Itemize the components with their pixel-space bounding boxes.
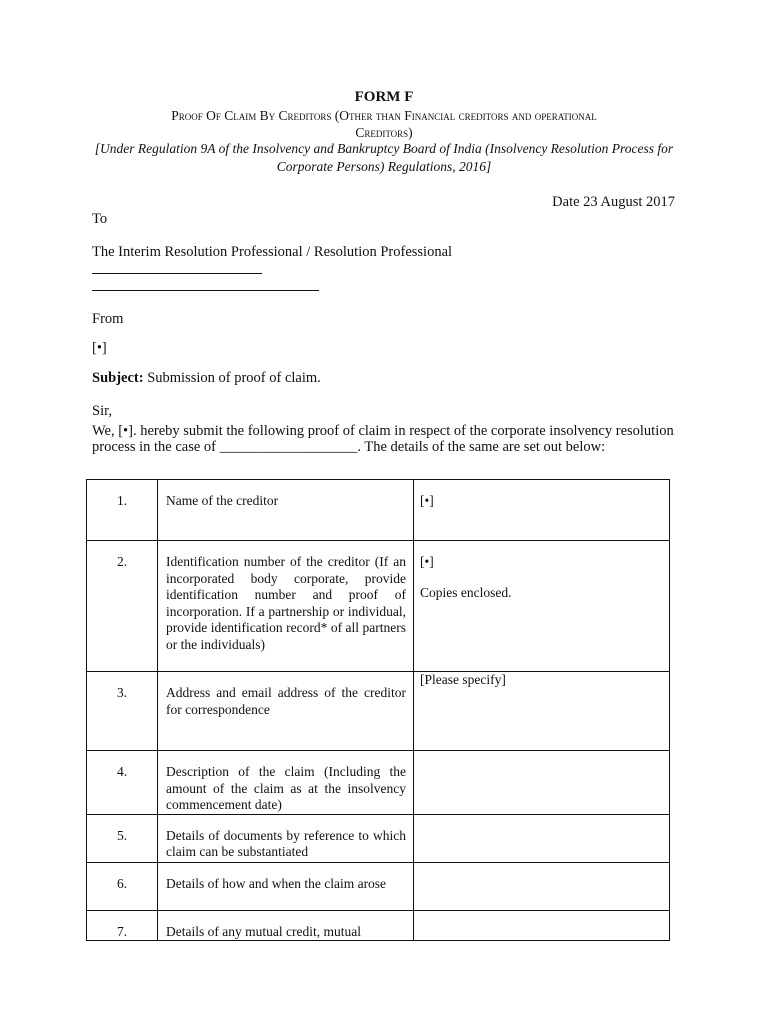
subject-label: Subject: bbox=[92, 370, 144, 386]
row-response-value: [•] bbox=[420, 493, 434, 508]
row-description: Details of any mutual credit, mutual bbox=[158, 910, 414, 941]
row-description: Details of how and when the claim arose bbox=[158, 862, 414, 910]
row-description: Description of the claim (Including the amount of the claim as at the insolvency commencement date) bbox=[158, 751, 414, 815]
form-title: FORM F bbox=[354, 89, 414, 105]
subject-line bbox=[92, 370, 321, 387]
row-number: 4. bbox=[87, 751, 158, 815]
table-row bbox=[87, 672, 670, 751]
row-response bbox=[414, 480, 670, 541]
table-row bbox=[87, 862, 670, 910]
row-description: Name of the creditor bbox=[158, 480, 414, 541]
row-number: 7. bbox=[87, 910, 158, 941]
row-response bbox=[414, 672, 670, 751]
table-row bbox=[87, 480, 670, 541]
from-label: From bbox=[92, 311, 124, 327]
from-value: [•] bbox=[92, 340, 107, 356]
addressee: The Interim Resolution Professional / Resolution Professional bbox=[92, 244, 453, 260]
table-row bbox=[87, 751, 670, 815]
row-description: Address and email address of the creditor for correspondence bbox=[158, 672, 414, 751]
body-line-2: process in the case of ___________________. The details of the same are set out below: bbox=[92, 439, 606, 455]
addressee-blank-line-1 bbox=[92, 273, 262, 274]
claim-details-table bbox=[86, 479, 670, 941]
salutation: Sir, bbox=[92, 403, 112, 419]
to-label: To bbox=[92, 211, 108, 227]
subject-text: Submission of proof of claim. bbox=[143, 370, 321, 386]
row-number: 3. bbox=[87, 672, 158, 751]
row-response bbox=[414, 862, 670, 910]
table-row bbox=[87, 814, 670, 862]
row-response-value: [•] bbox=[420, 554, 434, 569]
row-response-value: [Please specify] bbox=[420, 672, 506, 687]
row-response bbox=[414, 814, 670, 862]
row-description: Identification number of the creditor (If an incorporated body corporate, provide identification number and proof of incorporation. If a partnership or individual, provide identification record* of all partners or the individuals) bbox=[158, 541, 414, 672]
row-number: 6. bbox=[87, 862, 158, 910]
row-description: Details of documents by reference to which claim can be substantiated bbox=[158, 814, 414, 862]
row-response bbox=[414, 541, 670, 672]
row-response bbox=[414, 751, 670, 815]
form-date: Date 23 August 2017 bbox=[552, 194, 675, 210]
body-line-1: We, [•]. hereby submit the following proof of claim in respect of the corporate insolvency resolution bbox=[92, 423, 674, 439]
table-row bbox=[87, 541, 670, 672]
addressee-blank-line-2 bbox=[92, 290, 319, 291]
form-subtitle-line2: Creditors) bbox=[355, 125, 413, 140]
row-response bbox=[414, 910, 670, 941]
form-subtitle bbox=[92, 107, 676, 141]
form-subtitle-line1: Proof Of Claim By Creditors (Other than Financial creditors and operational bbox=[171, 108, 597, 123]
row-number: 5. bbox=[87, 814, 158, 862]
row-number: 1. bbox=[87, 480, 158, 541]
row-response-note: Copies enclosed. bbox=[420, 584, 512, 600]
row-number: 2. bbox=[87, 541, 158, 672]
form-regulation: [Under Regulation 9A of the Insolvency and Bankruptcy Board of India (Insolvency Resolution Process for Corporate Persons) Regulations, 2016] bbox=[94, 141, 674, 174]
table-row bbox=[87, 910, 670, 941]
